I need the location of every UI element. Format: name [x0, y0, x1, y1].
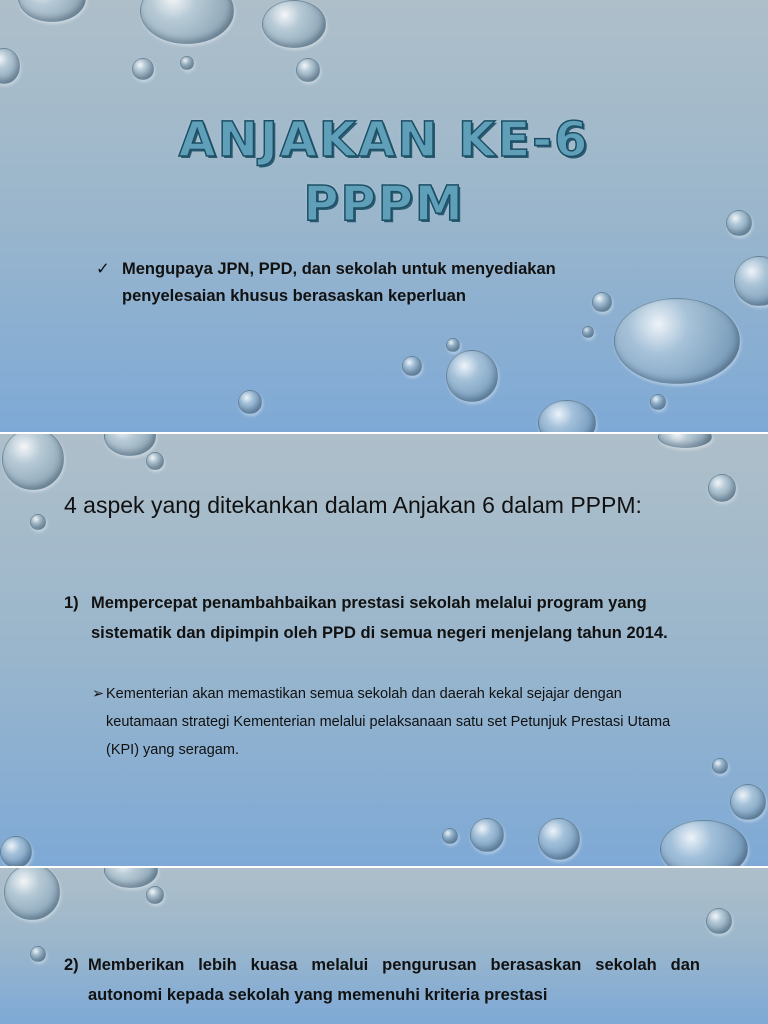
bullet-point: [96, 256, 656, 310]
water-drop-decoration: [734, 256, 768, 306]
water-drop-decoration: [104, 868, 158, 888]
point-text: Memberikan lebih kuasa melalui pengurusan berasaskan sekolah dan autonomi kepada sekolah yang memenuhi kriteria prestasi: [88, 956, 700, 1004]
checkmark-icon: ✓: [96, 260, 110, 278]
water-drop-decoration: [18, 0, 86, 22]
water-drop-decoration: [296, 58, 320, 82]
water-drop-decoration: [262, 0, 326, 48]
water-drop-decoration: [658, 434, 712, 448]
sub-bullet-text: Kementerian akan memastikan semua sekolah dan daerah kekal sejajar dengan keutamaan strategi Kementerian melalui pelaksanaan satu set Petunjuk Prestasi Utama (KPI) yang seragam.: [106, 686, 671, 758]
water-drop-decoration: [402, 356, 422, 376]
slide-1: [0, 0, 768, 432]
point-text: Mempercepat penambahbaikan prestasi sekolah melalui program yang sistematik dan dipimpin oleh PPD di semua negeri menjelang tahun 2014.: [91, 594, 668, 642]
point-number: 1): [64, 594, 79, 612]
water-drop-decoration: [0, 836, 32, 866]
numbered-point-1: [64, 588, 700, 648]
water-drop-decoration: [180, 56, 194, 70]
water-drop-decoration: [132, 58, 154, 80]
water-drop-decoration: [0, 48, 20, 84]
title-line-1: ANJAKAN KE-6: [178, 112, 590, 168]
water-drop-decoration: [146, 452, 164, 470]
slide-title: [0, 108, 768, 236]
water-drop-decoration: [446, 338, 460, 352]
water-drop-decoration: [2, 434, 64, 490]
water-drop-decoration: [712, 758, 728, 774]
bullet-text: Mengupaya JPN, PPD, dan sekolah untuk menyediakan penyelesaian khusus berasaskan keperluan: [122, 260, 556, 305]
water-drop-decoration: [708, 474, 736, 502]
water-drop-decoration: [538, 400, 596, 432]
water-drop-decoration: [470, 818, 504, 852]
water-drop-decoration: [614, 298, 740, 384]
title-line-2: PPPM: [303, 176, 465, 232]
water-drop-decoration: [30, 514, 46, 530]
water-drop-decoration: [706, 908, 732, 934]
water-drop-decoration: [446, 350, 498, 402]
water-drop-decoration: [4, 868, 60, 920]
water-drop-decoration: [442, 828, 458, 844]
water-drop-decoration: [30, 946, 46, 962]
water-drop-decoration: [582, 326, 594, 338]
point-number: 2): [64, 956, 79, 974]
water-drop-decoration: [104, 434, 156, 456]
water-drop-decoration: [660, 820, 748, 866]
water-drop-decoration: [146, 886, 164, 904]
arrow-bullet-icon: ➢: [92, 686, 105, 702]
numbered-point-2: [64, 950, 700, 1010]
slide-2-heading: 4 aspek yang ditekankan dalam Anjakan 6 dalam PPPM:: [64, 492, 642, 518]
water-drop-decoration: [238, 390, 262, 414]
water-drop-decoration: [538, 818, 580, 860]
water-drop-decoration: [730, 784, 766, 820]
sub-bullet: [92, 680, 692, 764]
water-drop-decoration: [140, 0, 234, 44]
water-drop-decoration: [650, 394, 666, 410]
